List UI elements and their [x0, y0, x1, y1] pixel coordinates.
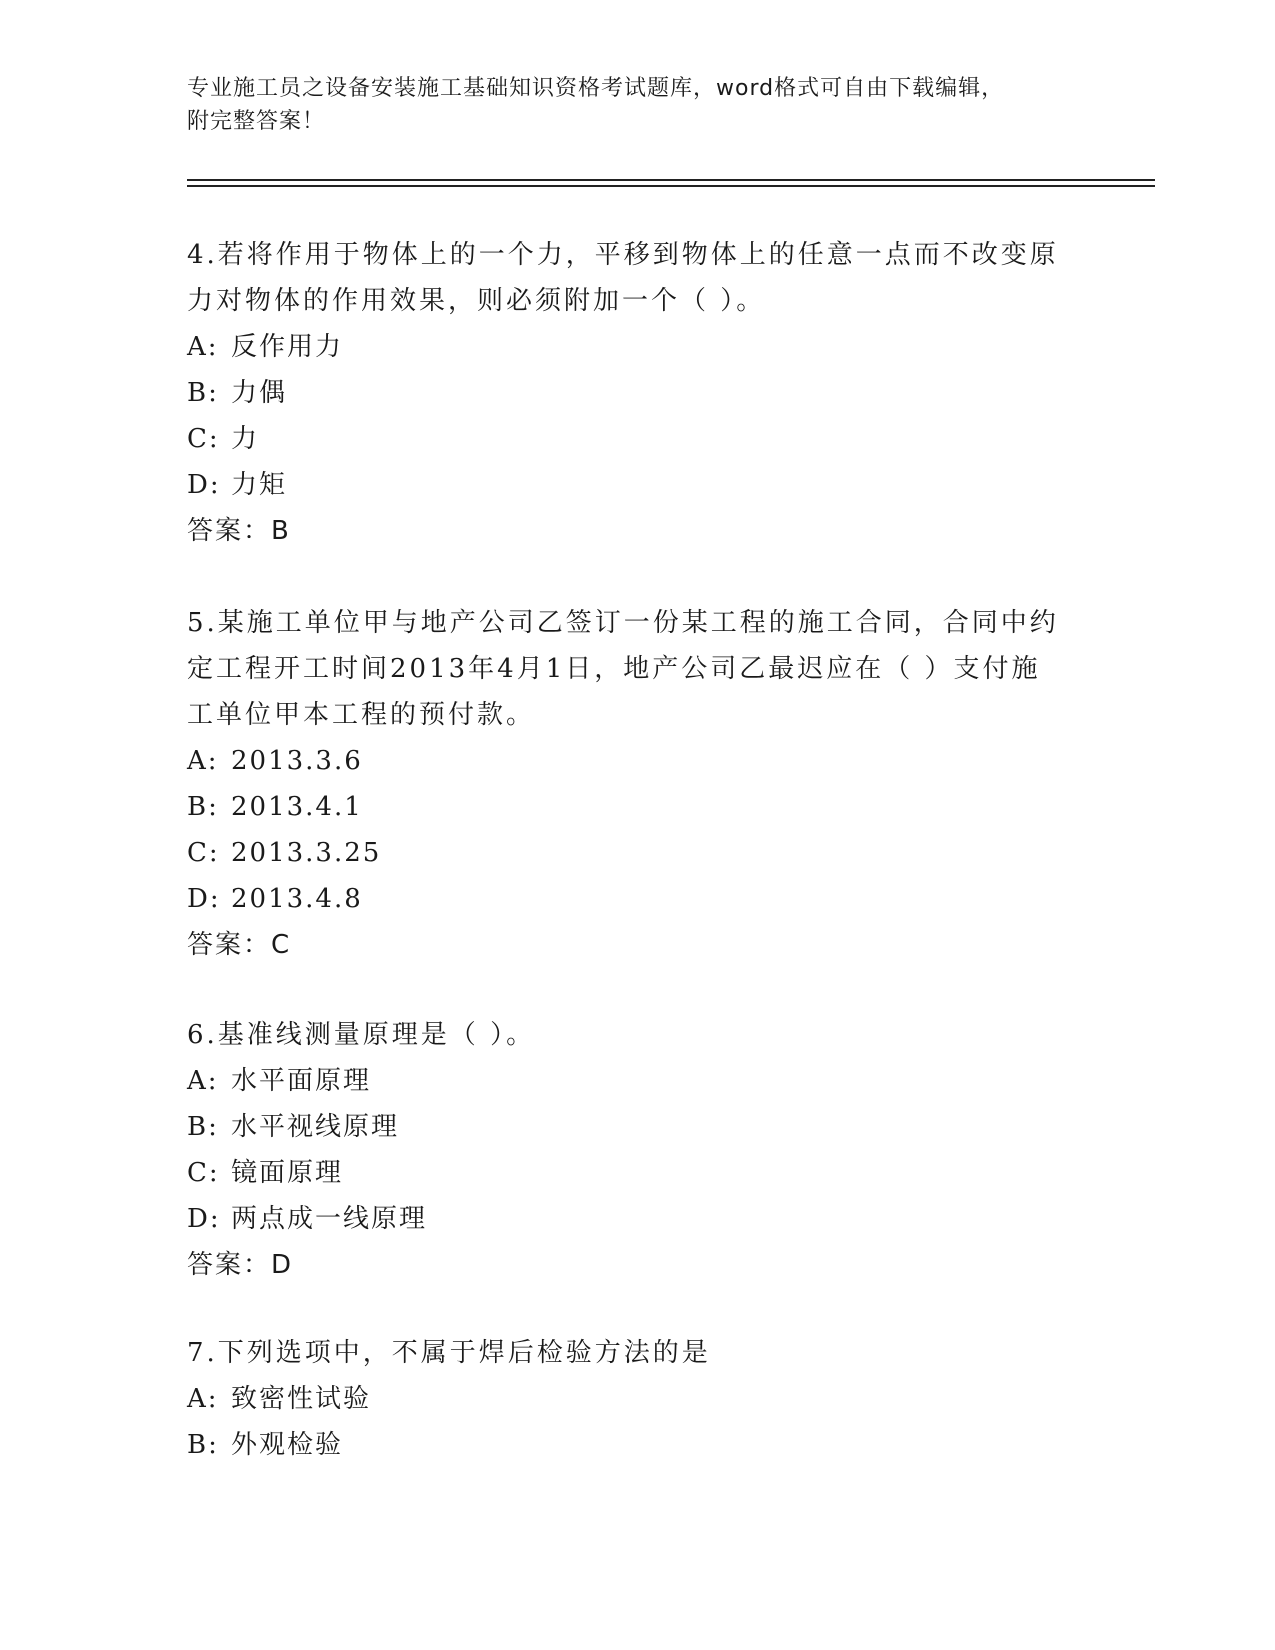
option-c — [187, 830, 1067, 876]
question-4 — [187, 232, 1067, 554]
option-key: A: — [187, 746, 219, 776]
answer: 答案：D — [187, 1250, 294, 1280]
option-text: 两点成一线原理 — [231, 1204, 428, 1234]
option-d — [187, 876, 1067, 922]
option-a — [187, 324, 1067, 370]
option-b — [187, 784, 1067, 830]
question-stem: 5.某施工单位甲与地产公司乙签订一份某工程的施工合同，合同中约定工程开工时间2013年4月1日，地产公司乙最迟应在（ ）支付施工单位甲本工程的预付款。 — [187, 608, 1059, 730]
option-text: 致密性试验 — [231, 1384, 372, 1414]
option-text: 2013.3.6 — [231, 746, 363, 776]
option-d — [187, 462, 1067, 508]
option-text: 力矩 — [231, 470, 288, 500]
header-line-1: 专业施工员之设备安装施工基础知识资格考试题库，word格式可自由下载编辑， — [187, 76, 1005, 101]
option-text: 力 — [231, 424, 260, 454]
option-text: 2013.3.25 — [231, 838, 382, 868]
answer: 答案：C — [187, 930, 292, 960]
option-key: B: — [187, 792, 219, 822]
option-a — [187, 738, 1067, 784]
question-7 — [187, 1330, 1067, 1468]
option-text: 反作用力 — [231, 332, 344, 362]
header-divider-top — [187, 179, 1155, 181]
question-stem: 4.若将作用于物体上的一个力，平移到物体上的任意一点而不改变原力对物体的作用效果，则必须附加一个（ ）。 — [187, 240, 1059, 316]
option-b — [187, 370, 1067, 416]
question-stem: 7.下列选项中，不属于焊后检验方法的是 — [187, 1338, 711, 1368]
option-key: C: — [187, 838, 220, 868]
option-key: C: — [187, 424, 220, 454]
option-b — [187, 1104, 1067, 1150]
option-d — [187, 1196, 1067, 1242]
option-a — [187, 1058, 1067, 1104]
header-line-2: 附完整答案！ — [187, 109, 326, 134]
document-header — [187, 72, 1087, 138]
option-text: 2013.4.1 — [231, 792, 363, 822]
option-key: B: — [187, 1112, 219, 1142]
option-key: A: — [187, 1384, 219, 1414]
option-key: B: — [187, 378, 219, 408]
option-b — [187, 1422, 1067, 1468]
option-text: 力偶 — [231, 378, 288, 408]
option-c — [187, 416, 1067, 462]
header-divider-bottom — [187, 185, 1155, 187]
option-a — [187, 1376, 1067, 1422]
answer: 答案：B — [187, 516, 291, 546]
option-key: A: — [187, 332, 219, 362]
question-6 — [187, 1012, 1067, 1288]
option-text: 2013.4.8 — [231, 884, 363, 914]
option-text: 水平面原理 — [231, 1066, 372, 1096]
option-key: C: — [187, 1158, 220, 1188]
option-key: D: — [187, 1204, 221, 1234]
option-key: D: — [187, 470, 221, 500]
question-5 — [187, 600, 1067, 968]
option-key: B: — [187, 1430, 219, 1460]
option-c — [187, 1150, 1067, 1196]
question-stem: 6.基准线测量原理是（ ）。 — [187, 1020, 536, 1050]
option-text: 外观检验 — [231, 1430, 344, 1460]
option-key: D: — [187, 884, 221, 914]
option-text: 镜面原理 — [231, 1158, 344, 1188]
option-text: 水平视线原理 — [231, 1112, 400, 1142]
option-key: A: — [187, 1066, 219, 1096]
